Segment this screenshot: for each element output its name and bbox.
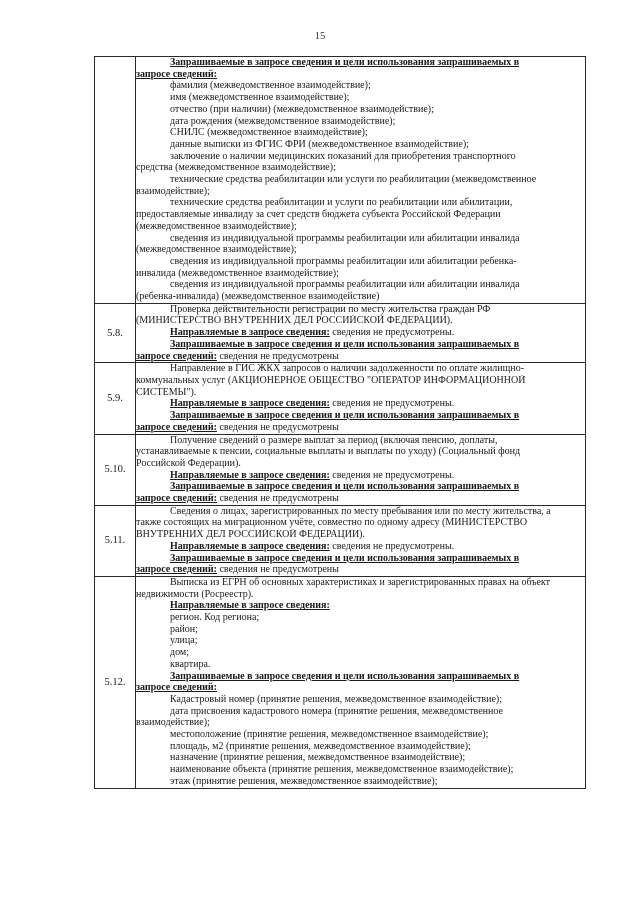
text-segment: регион. Код региона; — [170, 612, 260, 624]
item-number: 5.10. — [95, 434, 136, 505]
text-line — [136, 92, 585, 104]
text-segment: сведения из индивидуальной программы реабилитации или абилитации ребенка- — [170, 255, 517, 267]
text-segment: устанавливаемые к пенсии, социальные выплаты и выплаты по уходу) (Социальный фонд — [136, 446, 521, 458]
text-line — [136, 139, 585, 151]
text-segment: (ребенка-инвалида) (межведомственное взаимодействие) — [136, 291, 380, 303]
text-segment: наименование объекта (принятие решения, межведомственное взаимодействие); — [170, 764, 514, 776]
text-segment: технические средства реабилитации и услуги по реабилитации или абилитации, — [170, 197, 513, 209]
text-segment: средства (межведомственное взаимодействие); — [136, 162, 336, 174]
text-line — [136, 741, 585, 753]
text-segment: недвижимости (Росреестр). — [136, 588, 254, 600]
text-segment: назначение (принятие решения, межведомственное взаимодействие); — [170, 752, 466, 764]
text-line — [136, 506, 585, 518]
table-row — [95, 303, 586, 363]
text-line — [136, 776, 585, 788]
item-content — [136, 505, 586, 576]
text-segment: дата рождения (межведомственное взаимодействие); — [170, 115, 396, 127]
text-segment: технические средства реабилитации или услуги по реабилитации (межведомственное — [170, 174, 537, 186]
text-segment: (межведомственное взаимодействие); — [136, 244, 297, 256]
text-line — [136, 458, 585, 470]
text-segment: (МИНИСТЕРСТВО ВНУТРЕННИХ ДЕЛ РОССИЙСКОЙ ФЕДЕРАЦИИ). — [136, 315, 453, 327]
text-line — [136, 268, 585, 280]
item-content — [136, 303, 586, 363]
text-segment: инвалида (межведомственное взаимодействие); — [136, 267, 339, 279]
bold-label: запросе сведений: — [136, 564, 217, 576]
text-segment: Направление в ГИС ЖКХ запросов о наличии задолженности по оплате жилищно- — [170, 363, 525, 375]
text-segment: коммунальных услуг (АКЦИОНЕРНОЕ ОБЩЕСТВО "ОПЕРАТОР ИНФОРМАЦИОННОЙ — [136, 374, 526, 386]
text-line — [136, 186, 585, 198]
text-line — [136, 612, 585, 624]
text-segment: сведения из индивидуальной программы реабилитации или абилитации инвалида — [170, 279, 520, 291]
text-line — [136, 363, 585, 375]
text-segment: заключение о наличии медицинских показаний для приобретения транспортного — [170, 150, 516, 162]
text-segment: сведения не предусмотрены — [216, 564, 339, 576]
text-line — [136, 600, 585, 612]
text-line — [136, 151, 585, 163]
text-segment: сведения не предусмотрены — [216, 350, 339, 362]
text-segment: Российской Федерации). — [136, 457, 241, 469]
text-segment: Выписка из ЕГРН об основных характеристиках и зарегистрированных правах на объект — [170, 576, 551, 588]
text-segment: также состоящих на миграционном учёте, совместно по одному адресу (МИНИСТЕРСТВО — [136, 517, 528, 529]
text-line — [136, 339, 585, 351]
text-segment: данные выписки из ФГИС ФРИ (межведомственное взаимодействие); — [170, 138, 469, 150]
text-segment: дата присвоения кадастрового номера (принятие решения, межведомственное — [170, 705, 503, 717]
text-line — [136, 553, 585, 565]
text-segment: СИСТЕМЫ"). — [136, 386, 197, 398]
text-line — [136, 671, 585, 683]
text-line — [136, 752, 585, 764]
page-number: 15 — [314, 31, 326, 42]
text-segment: дом; — [170, 647, 190, 659]
text-segment: (межведомственное взаимодействие); — [136, 220, 297, 232]
bold-label: запросе сведений: — [136, 493, 217, 505]
text-line — [136, 470, 585, 482]
text-segment: Проверка действительности регистрации по месту жительства граждан РФ — [170, 303, 491, 315]
item-content — [136, 434, 586, 505]
text-line — [136, 446, 585, 458]
item-number: 5.8. — [95, 303, 136, 363]
bold-label: Запрашиваемые в запросе сведения и цели использования запрашиваемых в — [170, 57, 520, 68]
text-segment: сведения не предусмотрены. — [329, 469, 455, 481]
item-number — [95, 57, 136, 304]
text-segment: ВНУТРЕННИХ ДЕЛ РОССИЙСКОЙ ФЕДЕРАЦИИ). — [136, 529, 365, 541]
text-line — [136, 706, 585, 718]
bold-label: Направляемые в запросе сведения: — [170, 327, 330, 339]
bold-label: запросе сведений: — [136, 68, 217, 80]
text-segment: сведения не предусмотрены — [216, 421, 339, 433]
text-line — [136, 541, 585, 553]
table-row — [95, 576, 586, 788]
text-line — [136, 517, 585, 529]
text-segment: район; — [170, 623, 198, 635]
requirements-table — [94, 56, 586, 789]
item-content — [136, 576, 586, 788]
text-segment: фамилия (межведомственное взаимодействие); — [170, 80, 371, 92]
text-line — [136, 435, 585, 447]
text-segment: квартира. — [170, 658, 211, 670]
bold-label: Запрашиваемые в запросе сведения и цели использования запрашиваемых в — [170, 552, 520, 564]
text-line — [136, 764, 585, 776]
text-line — [136, 162, 585, 174]
text-line — [136, 127, 585, 139]
text-segment: улица; — [170, 635, 198, 647]
text-line — [136, 116, 585, 128]
text-line — [136, 493, 585, 505]
text-segment: взаимодействие); — [136, 717, 210, 729]
text-line — [136, 659, 585, 671]
text-line — [136, 410, 585, 422]
text-segment: сведения не предусмотрены. — [329, 398, 455, 410]
bold-label: Запрашиваемые в запросе сведения и цели использования запрашиваемых в — [170, 410, 520, 422]
text-segment: сведения не предусмотрены — [216, 493, 339, 505]
bold-label: Направляемые в запросе сведения: — [170, 469, 330, 481]
text-line — [136, 197, 585, 209]
text-segment: Сведения о лицах, зарегистрированных по месту пребывания или по месту жительства, а — [170, 505, 551, 517]
text-line — [136, 589, 585, 601]
text-line — [136, 279, 585, 291]
text-segment: предоставляемые инвалиду за счет средств бюджета субъекта Российской Федерации — [136, 209, 501, 221]
text-line — [136, 564, 585, 576]
bold-label: Направляемые в запросе сведения: — [170, 600, 330, 612]
bold-label: Направляемые в запросе сведения: — [170, 398, 330, 410]
text-line — [136, 694, 585, 706]
text-line — [136, 221, 585, 233]
table-body — [95, 57, 586, 789]
bold-label: запросе сведений: — [136, 350, 217, 362]
bold-label: Запрашиваемые в запросе сведения и цели использования запрашиваемых в — [170, 670, 520, 682]
text-line — [136, 233, 585, 245]
text-line — [136, 729, 585, 741]
table-row — [95, 57, 586, 304]
text-line — [136, 57, 585, 69]
text-segment: взаимодействие); — [136, 185, 210, 197]
text-line — [136, 304, 585, 316]
table-row — [95, 363, 586, 434]
text-line — [136, 69, 585, 81]
text-line — [136, 387, 585, 399]
text-line — [136, 291, 585, 303]
bold-label: запросе сведений: — [136, 421, 217, 433]
bold-label: Направляемые в запросе сведения: — [170, 540, 330, 552]
table-row — [95, 434, 586, 505]
text-line — [136, 398, 585, 410]
table-row — [95, 505, 586, 576]
text-line — [136, 481, 585, 493]
text-line — [136, 529, 585, 541]
text-line — [136, 315, 585, 327]
item-number: 5.12. — [95, 576, 136, 788]
text-line — [136, 327, 585, 339]
text-segment: Кадастровый номер (принятие решения, межведомственное взаимодействие); — [170, 693, 503, 705]
item-content — [136, 57, 586, 304]
item-number: 5.9. — [95, 363, 136, 434]
text-line — [136, 717, 585, 729]
text-line — [136, 351, 585, 363]
text-line — [136, 682, 585, 694]
text-line — [136, 209, 585, 221]
text-line — [136, 375, 585, 387]
text-segment: Получение сведений о размере выплат за период (включая пенсию, доплаты, — [170, 434, 498, 446]
text-segment: площадь, м2 (принятие решения, межведомственное взаимодействие); — [170, 740, 471, 752]
text-segment: имя (межведомственное взаимодействие); — [170, 92, 350, 104]
text-line — [136, 174, 585, 186]
text-line — [136, 244, 585, 256]
item-number: 5.11. — [95, 505, 136, 576]
text-segment: сведения из индивидуальной программы реабилитации или абилитации инвалида — [170, 232, 520, 244]
bold-label: запросе сведений: — [136, 682, 217, 694]
text-segment: СНИЛС (межведомственное взаимодействие); — [170, 127, 368, 139]
bold-label: Запрашиваемые в запросе сведения и цели использования запрашиваемых в — [170, 338, 520, 350]
text-line — [136, 80, 585, 92]
text-line — [136, 635, 585, 647]
text-segment: отчество (при наличии) (межведомственное взаимодействие); — [170, 103, 434, 115]
text-line — [136, 577, 585, 589]
text-line — [136, 624, 585, 636]
text-line — [136, 256, 585, 268]
text-line — [136, 422, 585, 434]
text-line — [136, 104, 585, 116]
text-segment: сведения не предусмотрены. — [329, 540, 455, 552]
text-segment: местоположение (принятие решения, межведомственное взаимодействие); — [170, 729, 489, 741]
text-segment: этаж (принятие решения, межведомственное взаимодействие); — [170, 775, 438, 787]
text-segment: сведения не предусмотрены. — [329, 327, 455, 339]
bold-label: Запрашиваемые в запросе сведения и цели использования запрашиваемых в — [170, 481, 520, 493]
item-content — [136, 363, 586, 434]
text-line — [136, 647, 585, 659]
